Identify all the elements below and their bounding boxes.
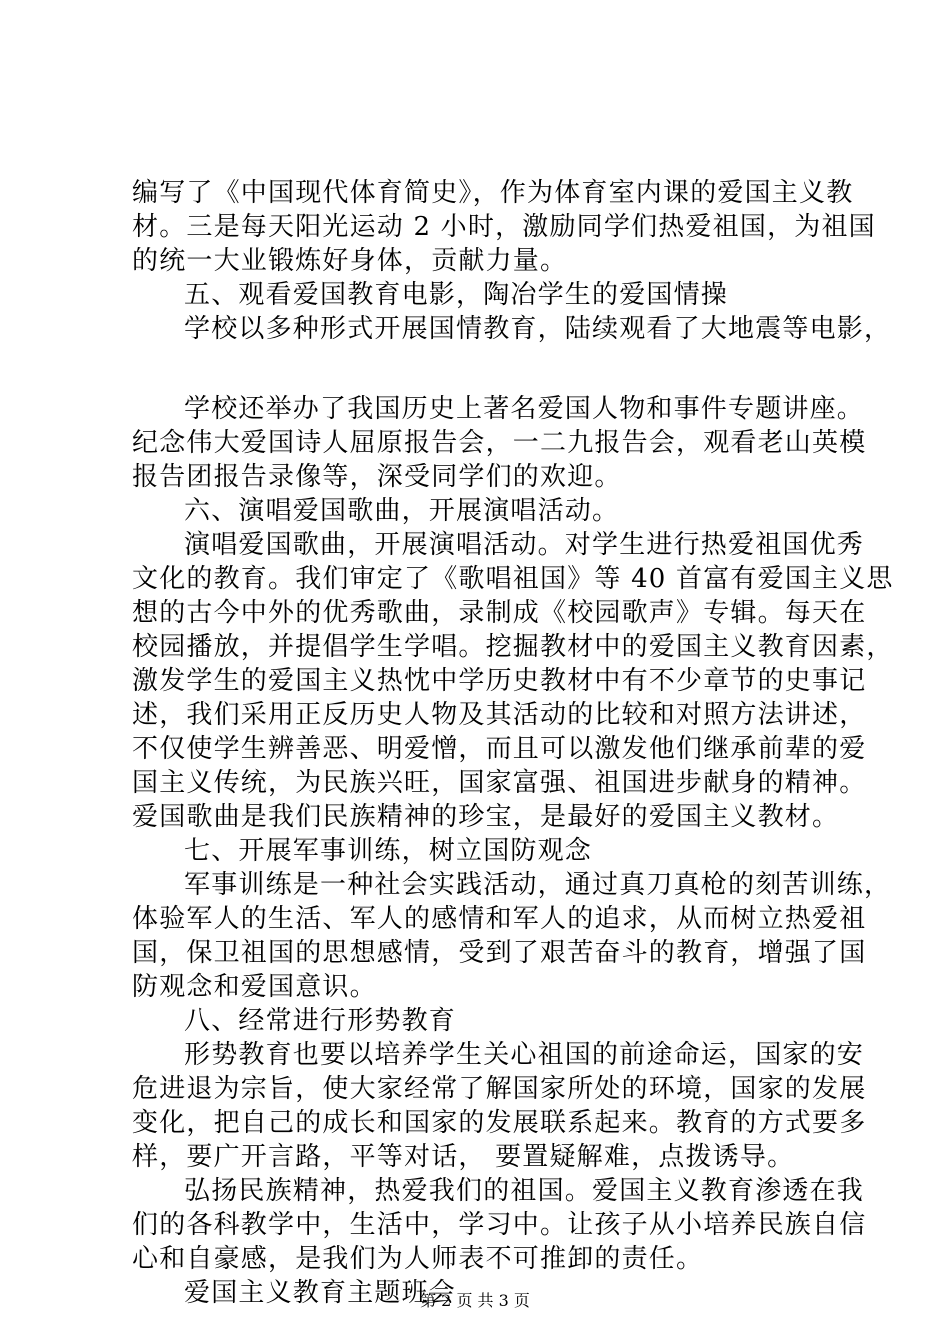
text-line: 国，保卫祖国的思想感情，受到了艰苦奋斗的教育，增强了国 [132, 938, 867, 968]
text-line: 报告团报告录像等，深受同学们的欢迎。 [132, 462, 622, 492]
text-line: 纪念伟大爱国诗人屈原报告会，一二九报告会，观看老山英模 [132, 428, 867, 458]
text-line: 编写了《中国现代体育简史》，作为体育室内课的爱国主义教 [132, 178, 854, 208]
paragraph-start-line: 军事训练是一种社会实践活动，通过真刀真枪的刻苦训练， [184, 870, 892, 900]
text-line: 校园播放，并提倡学生学唱。挖掘教材中的爱国主义教育因素， [132, 632, 894, 662]
page-number-label: 第 2 页 共 3 页 [420, 1291, 530, 1310]
paragraph-start-line: 八、经常进行形势教育 [184, 1006, 457, 1036]
text-line: 材。三是每天阳光运动 2 小时，激励同学们热爱祖国，为祖国 [132, 212, 876, 242]
text-line: 的统一大业锻炼好身体，贡献力量。 [132, 246, 568, 276]
text-line: 危进退为宗旨，使大家经常了解国家所处的环境，国家的发展 [132, 1074, 867, 1104]
paragraph-start-line: 弘扬民族精神，热爱我们的祖国。爱国主义教育渗透在我 [184, 1176, 865, 1206]
text-line: 想的古今中外的优秀歌曲，录制成《校园歌声》专辑。每天在 [132, 598, 867, 628]
document-body [132, 176, 894, 1310]
paragraph-start-line: 形势教育也要以培养学生关心祖国的前途命运，国家的安 [184, 1040, 865, 1070]
text-line: 述，我们采用正反历史人物及其活动的比较和对照方法讲述， [132, 700, 867, 730]
text-line: 爱国歌曲是我们民族精神的珍宝，是最好的爱国主义教材。 [132, 802, 840, 832]
text-line: 样，要广开言路，平等对话， 要置疑解难，点拨诱导。 [132, 1142, 795, 1172]
paragraph-start-line: 演唱爱国歌曲，开展演唱活动。对学生进行热爱祖国优秀 [184, 530, 865, 560]
text-line: 国主义传统，为民族兴旺，国家富强、祖国进步献身的精神。 [132, 768, 867, 798]
text-line: 防观念和爱国意识。 [132, 972, 377, 1002]
paragraph-start-line: 学校还举办了我国历史上著名爱国人物和事件专题讲座。 [184, 394, 865, 424]
text-line: 体验军人的生活、军人的感情和军人的追求，从而树立热爱祖 [132, 904, 867, 934]
paragraph-start-line: 五、观看爱国教育电影，陶冶学生的爱国情操 [184, 280, 729, 310]
page-footer [0, 1290, 950, 1312]
text-line: 们的各科教学中，生活中，学习中。让孩子从小培养民族自信 [132, 1210, 867, 1240]
blank-gap [132, 346, 828, 392]
paragraph-start-line: 爱国主义教育主题班会 [184, 1278, 457, 1308]
paragraph-start-line: 学校以多种形式开展国情教育，陆续观看了大地震等电影， [184, 314, 892, 344]
text-line: 激发学生的爱国主义热忱中学历史教材中有不少章节的史事记 [132, 666, 867, 696]
text-line: 不仅使学生辨善恶、明爱憎，而且可以激发他们继承前辈的爱 [132, 734, 867, 764]
paragraph-start-line: 六、演唱爱国歌曲，开展演唱活动。 [184, 496, 620, 526]
text-line: 心和自豪感，是我们为人师表不可推卸的责任。 [132, 1244, 704, 1274]
text-line: 变化，把自己的成长和国家的发展联系起来。教育的方式要多 [132, 1108, 867, 1138]
text-line: 文化的教育。我们审定了《歌唱祖国》等 40 首富有爱国主义思 [132, 564, 894, 594]
paragraph-start-line: 七、开展军事训练，树立国防观念 [184, 836, 593, 866]
